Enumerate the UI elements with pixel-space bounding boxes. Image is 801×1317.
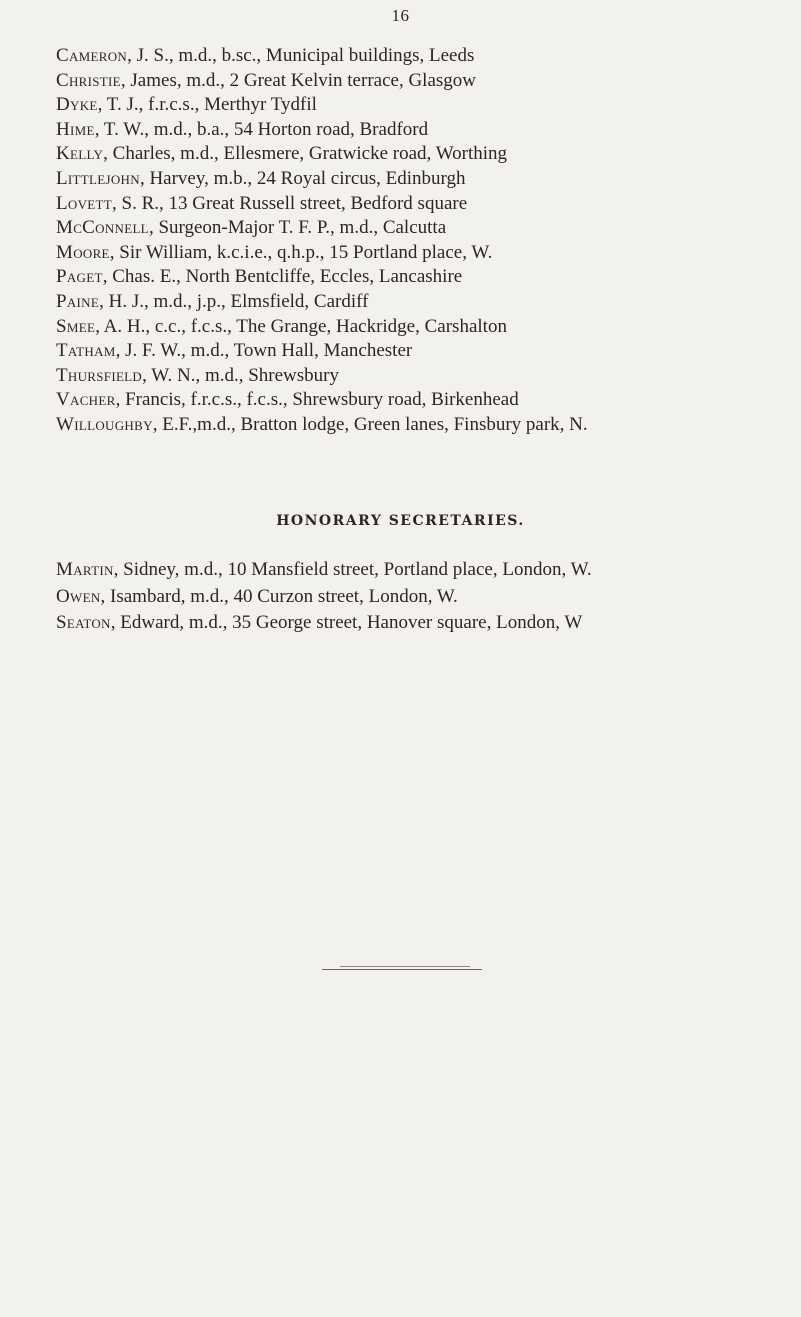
divider-rule: [340, 966, 470, 967]
member-details: , S. R., 13 Great Russell street, Bedford square: [112, 192, 468, 214]
list-item: [56, 610, 796, 637]
list-item: [56, 167, 796, 192]
member-surname: Paine: [56, 290, 100, 312]
list-item: [56, 584, 796, 611]
list-item: [56, 413, 796, 438]
list-item: [56, 315, 796, 340]
member-surname: Kelly: [56, 143, 104, 165]
secretary-details: , Isambard, m.d., 40 Curzon street, London, W.: [100, 585, 458, 607]
member-surname: Willoughby: [56, 413, 153, 435]
list-item: [56, 364, 796, 389]
member-surname: Paget: [56, 266, 103, 288]
list-item: [56, 142, 796, 167]
list-item: [56, 44, 796, 69]
member-surname: Moore: [56, 241, 110, 263]
member-list: [56, 44, 796, 438]
member-details: , James, m.d., 2 Great Kelvin terrace, Glasgow: [120, 69, 476, 91]
list-item: [56, 290, 796, 315]
member-surname: Tatham: [56, 340, 116, 362]
secretary-surname: Martin: [56, 559, 114, 580]
member-surname: Smee: [56, 315, 96, 337]
member-details: , A. H., c.c., f.c.s., The Grange, Hackridge, Carshalton: [95, 315, 507, 337]
member-details: , T. W., m.d., b.a., 54 Horton road, Bradford: [94, 118, 429, 140]
secretaries-list: [56, 557, 796, 637]
member-details: , T. J., f.r.c.s., Merthyr Tydfil: [97, 94, 317, 116]
member-surname: Dyke: [56, 94, 98, 116]
member-surname: McConnell: [56, 217, 149, 239]
secretary-surname: Seaton: [56, 612, 111, 633]
member-details: , W. N., m.d., Shrewsbury: [142, 364, 339, 386]
member-details: , Charles, m.d., Ellesmere, Gratwicke road, Worthing: [103, 143, 508, 165]
member-surname: Thursfield: [56, 364, 143, 386]
page-number: 16: [391, 6, 410, 25]
member-surname: Littlejohn: [56, 167, 140, 189]
member-details: , Chas. E., North Bentcliffe, Eccles, Lancashire: [102, 266, 463, 288]
member-details: , J. F. W., m.d., Town Hall, Manchester: [115, 340, 413, 362]
list-item: [56, 339, 796, 364]
list-item: [56, 69, 796, 94]
list-item: [56, 93, 796, 118]
member-surname: Cameron: [56, 45, 128, 66]
member-surname: Vacher: [56, 389, 116, 411]
member-details: , J. S., m.d., b.sc., Municipal buildings, Leeds: [127, 45, 475, 66]
member-details: , Surgeon-Major T. F. P., m.d., Calcutta: [148, 217, 447, 239]
member-surname: Lovett: [56, 192, 113, 214]
list-item: [56, 265, 796, 290]
list-item: [56, 216, 796, 241]
section-heading: HONORARY SECRETARIES.: [276, 513, 525, 529]
list-item: [56, 118, 796, 143]
member-details: , E.F.,m.d., Bratton lodge, Green lanes, Finsbury park, N.: [152, 413, 588, 435]
member-surname: Hime: [56, 118, 95, 140]
divider-rule: [322, 969, 482, 970]
member-surname: Christie: [56, 69, 121, 91]
list-item: [56, 388, 796, 413]
secretary-details: , Sidney, m.d., 10 Mansfield street, Portland place, London, W.: [113, 559, 592, 580]
member-details: , H. J., m.d., j.p., Elmsfield, Cardiff: [99, 290, 369, 312]
list-item: [56, 557, 796, 584]
member-details: , Francis, f.r.c.s., f.c.s., Shrewsbury road, Birkenhead: [115, 389, 519, 411]
member-details: , Sir William, k.c.i.e., q.h.p., 15 Portland place, W.: [109, 241, 493, 263]
secretary-surname: Owen: [56, 585, 101, 607]
list-item: [56, 241, 796, 266]
member-details: , Harvey, m.b., 24 Royal circus, Edinburgh: [139, 167, 466, 189]
list-item: [56, 192, 796, 217]
secretary-details: , Edward, m.d., 35 George street, Hanover square, London, W: [110, 612, 583, 633]
